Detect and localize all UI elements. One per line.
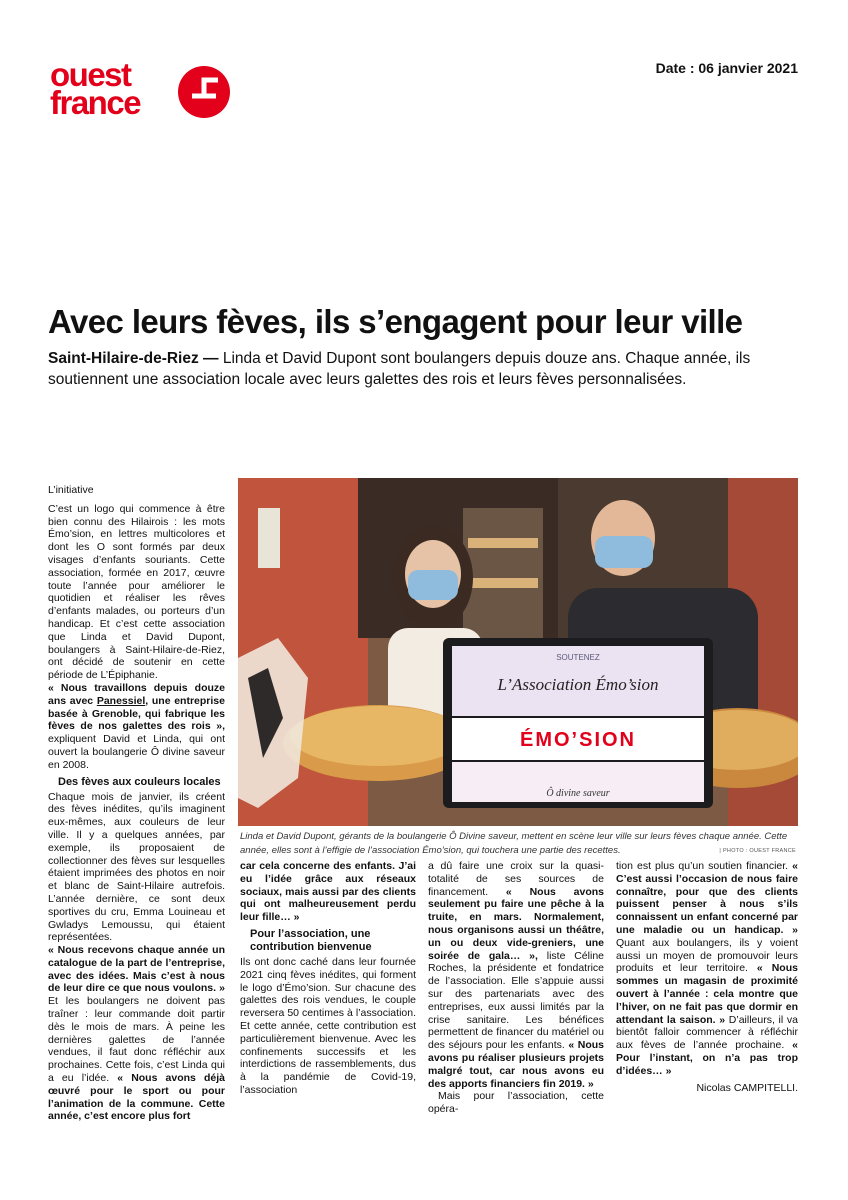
paragraph: Chaque mois de janvier, ils créent des fèves inédites, qu’ils imaginent eux-mêmes, aux couleurs de leur ville. Il y a quelques années, par exemple, ils proposaient de collectionner des fèves sur lesquelles étaient imprimées des photos en noir et blanc de Saint-Hilaire autrefois. L’année dernière, ce sont deux sportives du cru, Emma Louineau et Gwladys Lemoussu, qui étaient représentées.	[48, 790, 225, 944]
article-column-2	[240, 860, 416, 1097]
sign-bottom-text: Ô divine saveur	[546, 788, 610, 799]
article-kicker: L’initiative	[48, 484, 94, 496]
logo-wordmark	[50, 56, 141, 121]
sign-top-text: SOUTENEZ	[556, 653, 600, 662]
bakery-photo-illustration	[238, 478, 798, 826]
paragraph-quote: tion est plus qu’un soutien financier. « C’est aussi l’occasion de nous faire connaître, pour que des clients puissent penser à nous s’ils connaissent un enfant concerné par une maladie ou un handicap. » Quant aux boulangers, ils y voient aussi un moyen de promouvoir leurs produits et leur territoire. « Nous sommes un magasin de proximité ouvert à l’année : cela montre que l’hiver, on ne fait pas que dormir en attendant la saison. » D’ailleurs, il va bientôt falloir commencer à réfléchir aux fèves de l’année prochaine. « Pour l’instant, on n’a pas trop d’idées… »	[616, 860, 799, 1077]
article-column-3	[428, 860, 604, 1116]
paragraph: Mais pour l’association, cette opéra-	[428, 1090, 604, 1116]
article-column-4	[616, 860, 798, 1094]
article-lede	[48, 348, 808, 390]
logo-line-france: france	[50, 84, 141, 121]
article-photo	[238, 478, 798, 826]
company-name: Panessiel	[96, 694, 146, 707]
sign-logo-text: ÉMO’SION	[519, 729, 637, 751]
paragraph-quote: car cela concerne des enfants. J’ai eu l’idée grâce aux réseaux sociaux, mais aussi par des clients qui ont malheureusement perdu leur fille… »	[240, 860, 416, 924]
photo-caption	[240, 830, 796, 858]
logo-line-ouest: ouest	[50, 56, 131, 93]
subheading: Des fèves aux couleurs locales	[58, 775, 221, 788]
publication-date: Date : 06 janvier 2021	[655, 60, 798, 76]
lede-place: Saint-Hilaire-de-Riez —	[48, 350, 219, 367]
photo-caption-text: Linda et David Dupont, gérants de la boulangerie Ô Divine saveur, mettent en scène leur ville sur leurs fèves chaque année. Cette année, elles sont à l’effigie de l’association Émo’sion, qui touchera une partie des recettes.	[240, 831, 788, 856]
paragraph-quote: a dû faire une croix sur la quasi-totalité de ses sources de financement. « Nous avons seulement pu faire une pêche à la truite, en mars. Normalement, nous organisons aussi un théâtre, un ou deux vide-greniers, une soirée de gala… », liste Céline Roches, la présidente et fondatrice de l’association. Elle s’appuie aussi sur des partenariats avec des entreprises, eux aussi limités par la crise sanitaire. Les bénéfices permettent de financer du matériel ou des séjours pour les enfants. « Nous avons pu réaliser plusieurs projets malgré tout, car nous avons eu des apports financiers fin 2019. »	[428, 860, 604, 1090]
sign-title-text: L’Association Émo’sion	[497, 675, 659, 694]
article-author: Nicolas CAMPITELLI.	[696, 1081, 798, 1094]
paragraph-quote: « Nous travaillons depuis douze ans avec Panessiel, une entreprise basée à Grenoble, qui fabrique les fèves de nos galettes des rois », expliquent David et Linda, qui ont ouvert la boulangerie Ô divine saveur en 2008.	[48, 681, 225, 771]
paragraph-quote: « Nous recevons chaque année un catalogue de la part de l’entreprise, avec des idées. Mais c’est à nous de leur dire ce que nous voulons. » Et les boulangers ne doivent pas traîner : leur commande doit partir dès le mois de mars. À peine les dernières galettes de l’année vendues, il faut donc réfléchir aux prochaines. Cette fois, c’est Linda qui a eu l’idée. « Nous avons déjà œuvré pour le sport ou pour l’animation de la commune. Cette année, c’est encore plus fort	[48, 944, 225, 1123]
subheading: Pour l’association, une contribution bienvenue	[250, 927, 372, 953]
ouest-france-logo	[50, 56, 240, 126]
photo-credit: | PHOTO : OUEST FRANCE	[719, 848, 796, 854]
lede-text: Linda et David Dupont sont boulangers depuis douze ans. Chaque année, ils soutiennent une association locale avec leurs galettes des rois et leurs fèves personnalisées.	[48, 350, 751, 388]
logo-circle-icon	[178, 66, 230, 118]
article-column-1	[48, 484, 225, 1123]
paragraph: C’est un logo qui commence à être bien connu des Hilairois : les mots Émo’sion, en lettres multicolores et dont les O sont formés par deux visages d’enfants souriants. Cette association, formée en 2017, œuvre toute l’année pour améliorer le quotidien et réaliser les rêves d’enfants malades, ou porteurs d’un handicap. Et c’est cette association que Linda et David Dupont, boulangers à Saint-Hilaire-de-Riez, ont décidé de soutenir en cette période de L’Épiphanie.	[48, 502, 225, 682]
article-headline: Avec leurs fèves, ils s’engagent pour leur ville	[48, 303, 743, 340]
paragraph: Ils ont donc caché dans leur fournée 2021 cinq fèves inédites, qui forment le logo d’Émo’sion. Sur chacune des galettes des rois vendues, le couple reversera 50 centimes à l’association. Et cette année, cette contribution est particulièrement bienvenue. Avec les confinements successifs et les interdictions de rassemblements, dus à la pandémie de Covid-19, l’association	[240, 955, 416, 1096]
